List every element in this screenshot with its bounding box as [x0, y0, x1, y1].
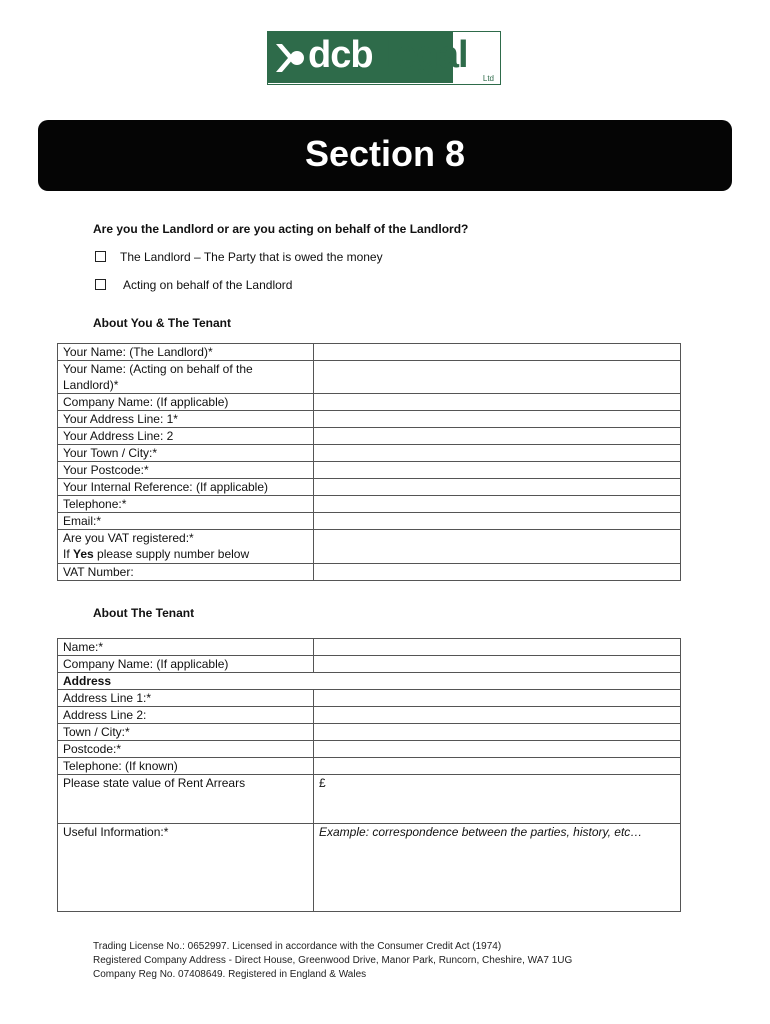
option-label: The Landlord – The Party that is owed the money [120, 250, 383, 264]
table-row [58, 758, 681, 775]
logo-text-dcb: dcb [308, 34, 373, 76]
table-row [58, 445, 681, 462]
field-label: Telephone:* [58, 496, 314, 513]
field-label: Your Postcode:* [58, 462, 314, 479]
field-label: Town / City:* [58, 724, 314, 741]
field-input[interactable] [314, 361, 681, 394]
table-row [58, 707, 681, 724]
field-label: Company Name: (If applicable) [58, 656, 314, 673]
table-row [58, 513, 681, 530]
field-input[interactable] [314, 344, 681, 361]
field-input[interactable] [314, 462, 681, 479]
footer-registration: Company Reg No. 07408649. Registered in England & Wales [93, 969, 367, 980]
field-input[interactable] [314, 741, 681, 758]
field-input[interactable] [314, 707, 681, 724]
address-subheading: Address [58, 673, 681, 690]
section-heading-about-you: About You & The Tenant [93, 316, 231, 330]
table-row [58, 724, 681, 741]
option-acting-on-behalf[interactable] [95, 278, 292, 292]
footer-address: Registered Company Address - Direct House, Greenwood Drive, Manor Park, Runcorn, Cheshire, WA7 1UG [93, 955, 573, 966]
field-input[interactable] [314, 530, 681, 564]
field-label: Your Name: (The Landlord)* [58, 344, 314, 361]
footer [93, 940, 572, 982]
page-title: Section 8 [304, 133, 466, 174]
field-label: Address Line 1:* [58, 690, 314, 707]
field-input[interactable] [314, 758, 681, 775]
table-row [58, 344, 681, 361]
field-label: Postcode:* [58, 741, 314, 758]
vat-hint-prefix: If [63, 547, 74, 561]
field-label: Address Line 2: [58, 707, 314, 724]
option-label: Acting on behalf of the Landlord [123, 278, 293, 292]
field-input[interactable] [314, 479, 681, 496]
table-row [58, 411, 681, 428]
checkbox[interactable] [95, 251, 106, 262]
field-label: Telephone: (If known) [58, 758, 314, 775]
about-tenant-table [57, 638, 681, 912]
section-heading-about-tenant: About The Tenant [93, 606, 195, 620]
vat-hint-yes: Yes [73, 547, 94, 561]
useful-information-input[interactable]: Example: correspondence between the parties, history, etc… [314, 824, 681, 912]
checkbox[interactable] [95, 279, 106, 290]
field-label: Company Name: (If applicable) [58, 394, 314, 411]
table-row [58, 824, 681, 912]
field-input[interactable] [314, 639, 681, 656]
table-row [58, 394, 681, 411]
field-label: Your Town / City:* [58, 445, 314, 462]
field-input[interactable] [314, 724, 681, 741]
field-input[interactable] [314, 690, 681, 707]
field-input[interactable] [314, 656, 681, 673]
field-label: Your Name: (Acting on behalf of the Landlord)* [58, 361, 314, 394]
option-landlord[interactable] [95, 250, 383, 264]
logo-text-legal: legal [386, 34, 468, 76]
about-you-table [57, 343, 681, 581]
table-row [58, 530, 681, 564]
table-row [58, 564, 681, 581]
table-row [58, 741, 681, 758]
landlord-question: Are you the Landlord or are you acting on behalf of the Landlord? [93, 222, 469, 236]
field-label: Name:* [58, 639, 314, 656]
table-row [58, 462, 681, 479]
field-label: Your Address Line: 1* [58, 411, 314, 428]
field-input[interactable] [314, 445, 681, 462]
table-row [58, 656, 681, 673]
table-row [58, 775, 681, 824]
field-label: Your Address Line: 2 [58, 428, 314, 445]
field-label: Please state value of Rent Arrears [58, 775, 314, 824]
field-label: Your Internal Reference: (If applicable) [58, 479, 314, 496]
table-row [58, 639, 681, 656]
chevron-arrow-icon [274, 42, 308, 74]
table-row [58, 479, 681, 496]
vat-hint-suffix: please supply number below [93, 547, 250, 561]
field-label: Are you VAT registered:* [63, 531, 194, 545]
vat-hint [63, 546, 308, 562]
field-label: Email:* [58, 513, 314, 530]
footer-license: Trading License No.: 0652997. Licensed in accordance with the Consumer Credit Act (1974) [93, 941, 502, 952]
rent-arrears-input[interactable]: £ [314, 775, 681, 824]
vat-question-cell [58, 530, 314, 564]
field-input[interactable] [314, 411, 681, 428]
field-label: Useful Information:* [58, 824, 314, 912]
table-row [58, 428, 681, 445]
field-input[interactable] [314, 564, 681, 581]
field-label: VAT Number: [58, 564, 314, 581]
logo-ltd: Ltd [482, 74, 494, 83]
field-input[interactable] [314, 394, 681, 411]
field-input[interactable] [314, 513, 681, 530]
section-banner [38, 120, 732, 191]
table-row [58, 690, 681, 707]
table-row [58, 673, 681, 690]
table-row [58, 361, 681, 394]
field-input[interactable] [314, 496, 681, 513]
table-row [58, 496, 681, 513]
company-logo [267, 31, 501, 85]
field-input[interactable] [314, 428, 681, 445]
